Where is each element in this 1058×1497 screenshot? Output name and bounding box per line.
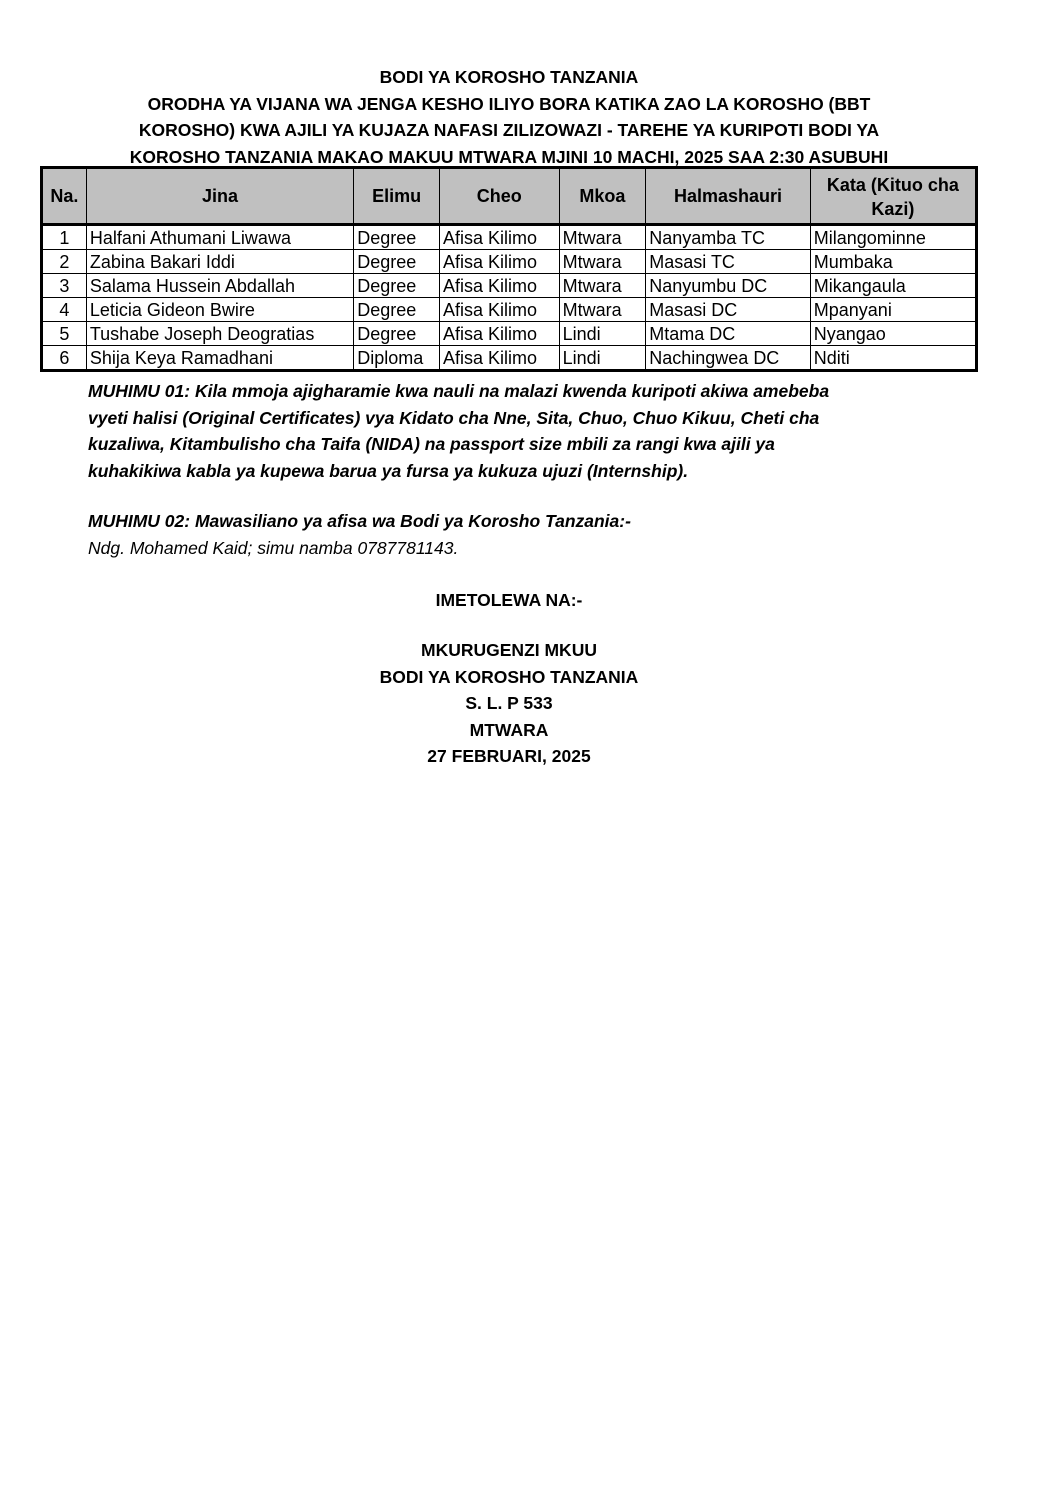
organization-name: BODI YA KOROSHO TANZANIA: [379, 67, 639, 87]
cell-position: Afisa Kilimo: [439, 346, 559, 371]
column-header-na: Na.: [42, 168, 87, 225]
cell-position: Afisa Kilimo: [439, 250, 559, 274]
note-line: kuzaliwa, Kitambulisho cha Taifa (NIDA) na passport size mbili za rangi kwa ajili ya: [88, 434, 775, 454]
cell-name: Shija Keya Ramadhani: [86, 346, 353, 371]
table-row: [42, 298, 977, 322]
column-header-mkoa: Mkoa: [559, 168, 646, 225]
cell-number: 3: [42, 274, 87, 298]
cell-region: Mtwara: [559, 298, 646, 322]
cell-council: Nanyumbu DC: [646, 274, 811, 298]
cell-region: Mtwara: [559, 274, 646, 298]
table-row: [42, 250, 977, 274]
document-title-line: KOROSHO TANZANIA MAKAO MAKUU MTWARA MJINI 10 MACHI, 2025 SAA 2:30 ASUBUHI: [129, 146, 889, 167]
column-header-kata: Kata (Kituo cha Kazi): [810, 168, 976, 225]
cell-region: Lindi: [559, 346, 646, 371]
cell-council: Nachingwea DC: [646, 346, 811, 371]
contact-person: Ndg. Mohamed Kaid; simu namba 0787781143.: [88, 538, 459, 558]
table-row: [42, 225, 977, 250]
cell-council: Masasi DC: [646, 298, 811, 322]
cell-council: Masasi TC: [646, 250, 811, 274]
cell-ward: Mikangaula: [810, 274, 976, 298]
cell-name: Tushabe Joseph Deogratias: [86, 322, 353, 346]
note-line: vyeti halisi (Original Certificates) vya Kidato cha Nne, Sita, Chuo, Chuo Kikuu, Cheti cha: [88, 407, 820, 428]
cell-ward: Mpanyani: [810, 298, 976, 322]
cell-ward: Nditi: [810, 346, 976, 371]
cell-position: Afisa Kilimo: [439, 322, 559, 346]
column-header-elimu: Elimu: [354, 168, 440, 225]
cell-education: Degree: [354, 322, 440, 346]
cell-ward: Milangominne: [810, 225, 976, 250]
cell-name: Salama Hussein Abdallah: [86, 274, 353, 298]
cell-council: Nanyamba TC: [646, 225, 811, 250]
cell-education: Degree: [354, 250, 440, 274]
cell-ward: Mumbaka: [810, 250, 976, 274]
note-line: MUHIMU 01: Kila mmoja ajigharamie kwa nauli na malazi kwenda kuripoti akiwa amebeba: [88, 381, 830, 401]
candidates-table: [40, 166, 978, 372]
cell-region: Mtwara: [559, 250, 646, 274]
cell-number: 2: [42, 250, 87, 274]
cell-name: Zabina Bakari Iddi: [86, 250, 353, 274]
cell-number: 4: [42, 298, 87, 322]
cell-number: 1: [42, 225, 87, 250]
cell-name: Leticia Gideon Bwire: [86, 298, 353, 322]
important-note-01: [88, 378, 968, 484]
cell-position: Afisa Kilimo: [439, 298, 559, 322]
cell-education: Degree: [354, 225, 440, 250]
important-note-02-title: MUHIMU 02: Mawasiliano ya afisa wa Bodi ya Korosho Tanzania:-: [88, 511, 631, 531]
cell-position: Afisa Kilimo: [439, 274, 559, 298]
cell-education: Diploma: [354, 346, 440, 371]
table-row: [42, 322, 977, 346]
signature-organization: BODI YA KOROSHO TANZANIA: [379, 666, 639, 687]
column-header-cheo: Cheo: [439, 168, 559, 225]
cell-education: Degree: [354, 274, 440, 298]
note-line: kuhakikiwa kabla ya kupewa barua ya fursa ya kukuza ujuzi (Internship).: [88, 460, 689, 481]
cell-education: Degree: [354, 298, 440, 322]
cell-number: 6: [42, 346, 87, 371]
document-header: [40, 64, 978, 170]
signature-block: [40, 637, 978, 770]
column-header-halmashauri: Halmashauri: [646, 168, 811, 225]
cell-number: 5: [42, 322, 87, 346]
table-row: [42, 346, 977, 371]
signature-title: MKURUGENZI MKUU: [421, 640, 597, 660]
cell-name: Halfani Athumani Liwawa: [86, 225, 353, 250]
cell-region: Lindi: [559, 322, 646, 346]
cell-ward: Nyangao: [810, 322, 976, 346]
table-row: [42, 274, 977, 298]
postal-address: S. L. P 533: [465, 693, 553, 713]
column-header-jina: Jina: [86, 168, 353, 225]
cell-position: Afisa Kilimo: [439, 225, 559, 250]
cell-region: Mtwara: [559, 225, 646, 250]
issued-by-label: IMETOLEWA NA:-: [435, 590, 583, 610]
signature-city: MTWARA: [469, 719, 549, 740]
table-header-row: [42, 168, 977, 225]
signature-date: 27 FEBRUARI, 2025: [427, 746, 591, 766]
document-title-line: ORODHA YA VIJANA WA JENGA KESHO ILIYO BORA KATIKA ZAO LA KOROSHO (BBT: [147, 93, 871, 114]
document-title-line: KOROSHO) KWA AJILI YA KUJAZA NAFASI ZILIZOWAZI - TAREHE YA KURIPOTI BODI YA: [138, 120, 880, 140]
cell-council: Mtama DC: [646, 322, 811, 346]
